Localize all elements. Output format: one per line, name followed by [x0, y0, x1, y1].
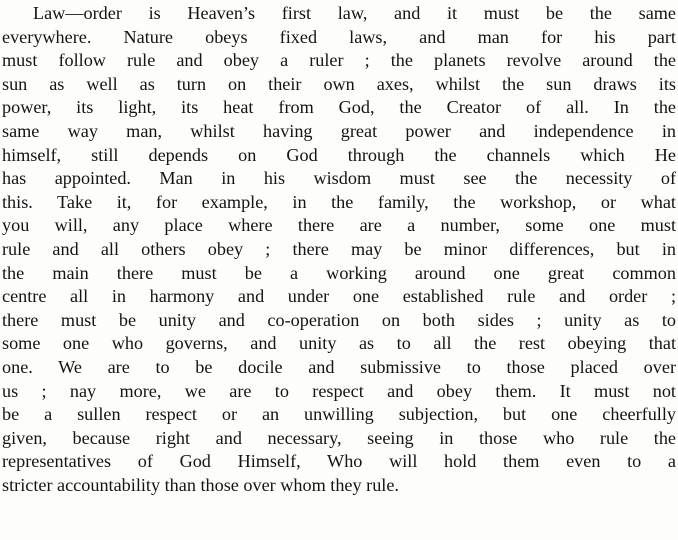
- paragraph: [2, 2, 676, 497]
- text-line: one. We are to be docile and submissive to those placed over: [2, 356, 676, 377]
- text-line: you will, any place where there are a number, some one must: [2, 215, 676, 236]
- text-line: be a sullen respect or an unwilling subjection, but one cheerfully: [2, 404, 676, 425]
- text-line: given, because right and necessary, seeing in those who rule the: [2, 427, 676, 448]
- text-line: stricter accountability than those over whom they rule.: [2, 474, 399, 495]
- text-line: sun as well as turn on their own axes, whilst the sun draws its: [2, 73, 676, 94]
- text-line: power, its light, its heat from God, the Creator of all. In the: [2, 97, 676, 118]
- text-line: himself, still depends on God through the channels which He: [2, 144, 676, 165]
- text-line: Law—order is Heaven’s first law, and it must be the same: [33, 3, 676, 23]
- text-line: there must be unity and co-operation on both sides ; unity as to: [2, 309, 676, 330]
- text-line: has appointed. Man in his wisdom must see the necessity of: [2, 168, 676, 189]
- text-line: us ; nay more, we are to respect and obey them. It must not: [2, 380, 676, 401]
- text-line: same way man, whilst having great power and independence in: [2, 120, 676, 141]
- text-line: must follow rule and obey a ruler ; the planets revolve around the: [2, 50, 676, 71]
- text-line: rule and all others obey ; there may be minor differences, but in: [2, 238, 676, 259]
- text-line: representatives of God Himself, Who will hold them even to a: [2, 451, 676, 472]
- text-line: centre all in harmony and under one established rule and order ;: [2, 286, 676, 307]
- text-line: some one who governs, and unity as to all the rest obeying that: [2, 333, 676, 354]
- text-line: the main there must be a working around one great common: [2, 262, 676, 283]
- text-line: everywhere. Nature obeys fixed laws, and man for his part: [2, 26, 676, 47]
- text-line: this. Take it, for example, in the family, the workshop, or what: [2, 191, 676, 212]
